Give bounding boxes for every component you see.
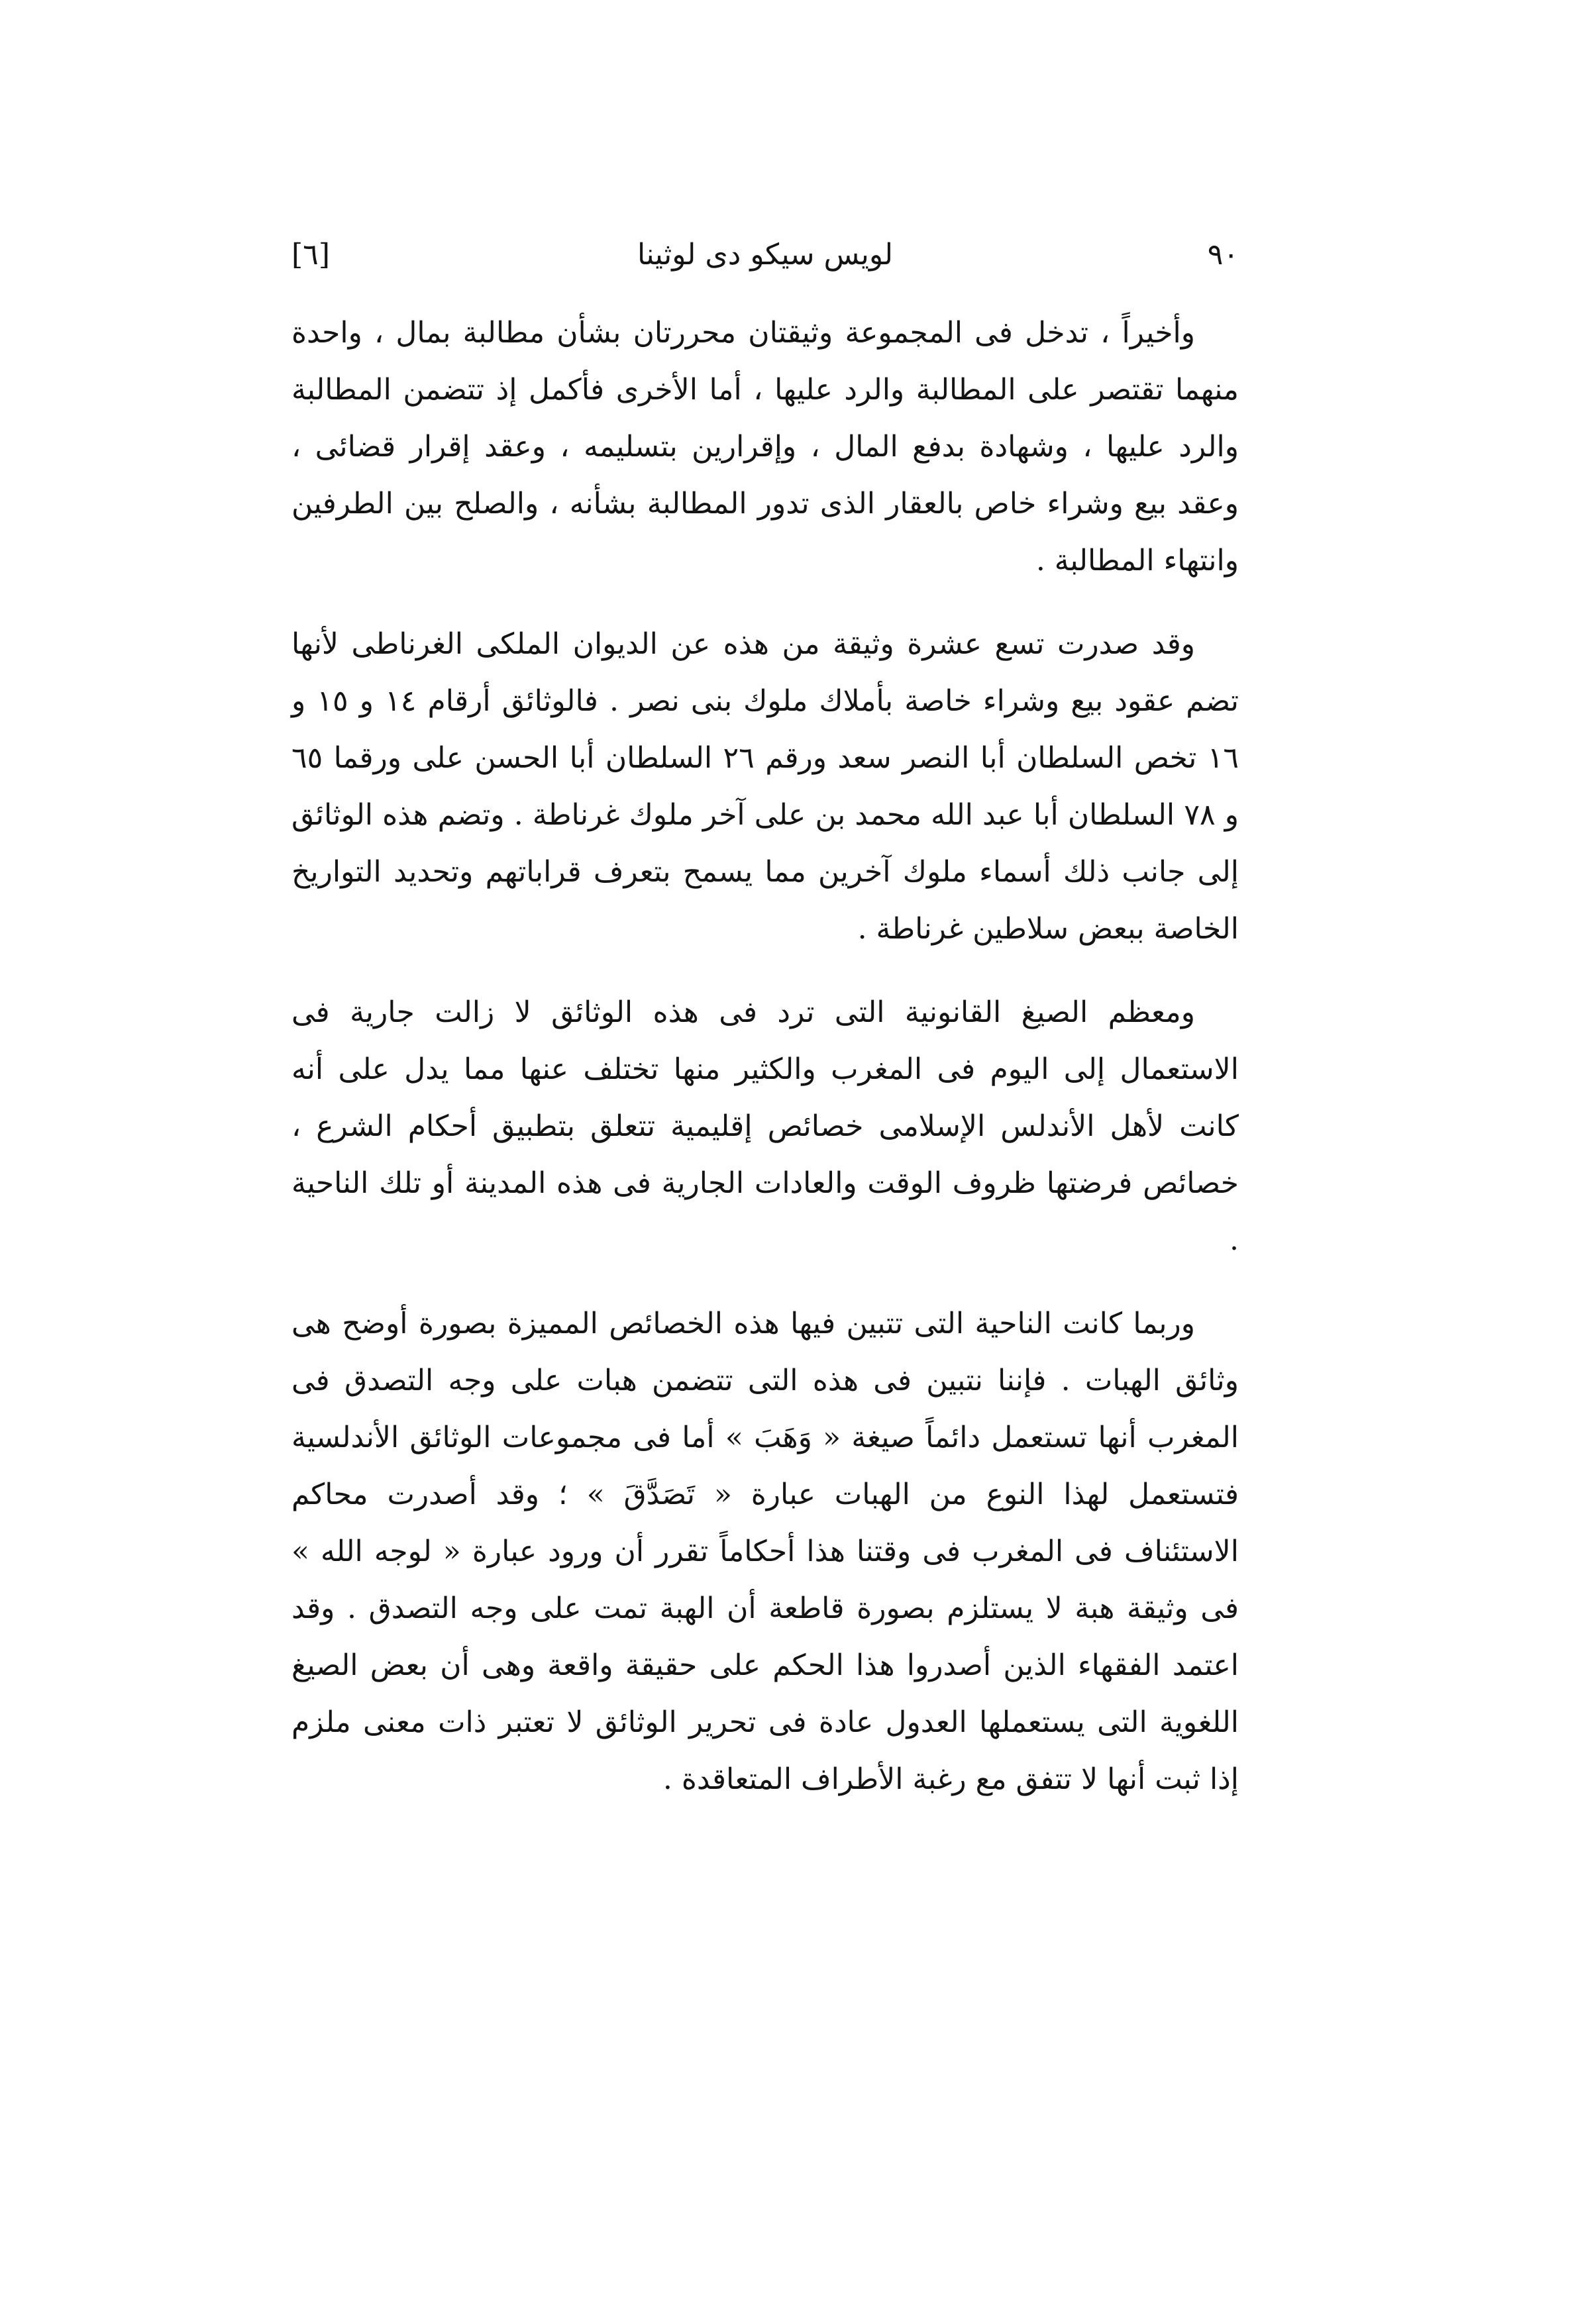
paragraph-2: وقد صدرت تسع عشرة وثيقة من هذه عن الديوان الملكى الغرناطى لأنها تضم عقود بيع وشراء خاصة بأملاك ملوك بنى نصر . فالوثائق أرقام ١٤ و ١٥ و ١٦ تخص السلطان أبا النصر سعد ورقم ٢٦ السلطان أبا الحسن على ورقما ٦٥ و ٧٨ السلطان أبا عبد الله محمد بن على آخر ملوك غرناطة . وتضم هذه الوثائق إلى جانب ذلك أسماء ملوك آخرين مما يسمح بتعرف قراباتهم وتحديد التواريخ الخاصة ببعض سلاطين غرناطة .	[291, 627, 1239, 946]
paragraph-3: ومعظم الصيغ القانونية التى ترد فى هذه الوثائق لا زالت جارية فى الاستعمال إلى اليوم فى المغرب والكثير منها تختلف عنها مما يدل على أنه كانت لأهل الأندلس الإسلامى خصائص إقليمية تتعلق بتطبيق أحكام الشرع ، خصائص فرضتها ظروف الوقت والعادات الجارية فى هذه المدينة أو تلك الناحية .	[291, 995, 1239, 1257]
paragraph-1: وأخيراً ، تدخل فى المجموعة وثيقتان محررتان بشأن مطالبة بمال ، واحدة منهما تقتصر على المطالبة والرد عليها ، أما الأخرى فأكمل إذ تتضمن المطالبة والرد عليها ، وشهادة بدفع المال ، وإقرارين بتسليمه ، وعقد إقرار قضائى ، وعقد بيع وشراء خاص بالعقار الذى تدور المطالبة بشأنه ، والصلح بين الطرفين وانتهاء المطالبة .	[291, 316, 1239, 578]
running-header	[291, 225, 1239, 285]
running-title: لويس سيكو دى لوثينا	[637, 238, 893, 272]
page-number: ٩٠	[1207, 238, 1239, 272]
body-text	[291, 305, 1239, 1835]
section-mark: [٦]	[291, 238, 330, 272]
paragraph-4: وربما كانت الناحية التى تتبين فيها هذه الخصائص المميزة بصورة أوضح هى وثائق الهبات . فإننا نتبين فى هذه التى تتضمن هبات على وجه التصدق فى المغرب أنها تستعمل دائماً صيغة « وَهَبَ » أما فى مجموعات الوثائق الأندلسية فتستعمل لهذا النوع من الهبات عبارة « تَصَدَّقَ » ؛ وقد أصدرت محاكم الاستئناف فى المغرب فى وقتنا هذا أحكاماً تقرر أن ورود عبارة « لوجه الله » فى وثيقة هبة لا يستلزم بصورة قاطعة أن الهبة تمت على وجه التصدق . وقد اعتمد الفقهاء الذين أصدروا هذا الحكم على حقيقة واقعة وهى أن بعض الصيغ اللغوية التى يستعملها العدول عادة فى تحرير الوثائق لا تعتبر ذات معنى ملزم إذا ثبت أنها لا تتفق مع رغبة الأطراف المتعاقدة .	[291, 1307, 1239, 1796]
